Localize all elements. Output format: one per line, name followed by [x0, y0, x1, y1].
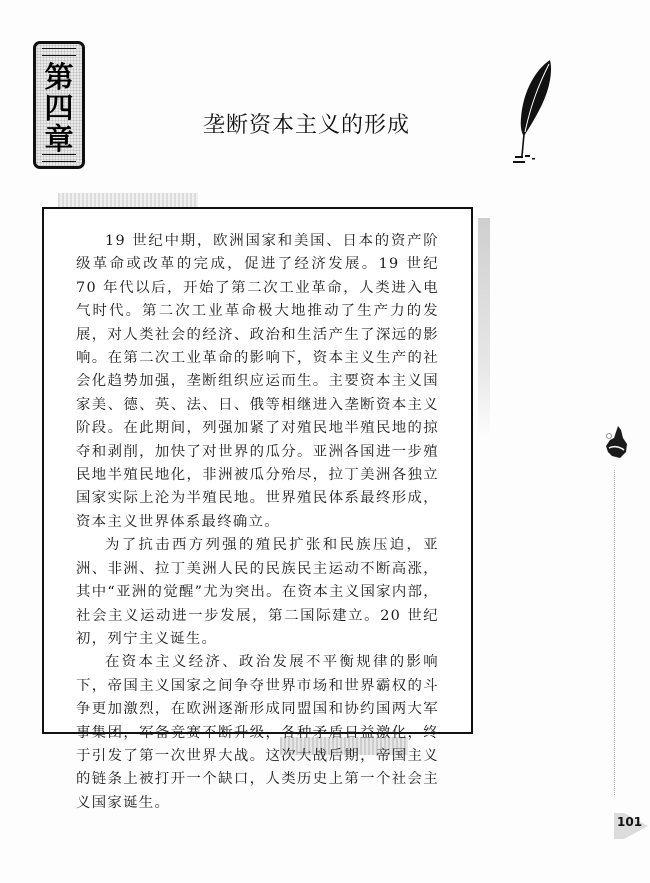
paragraph: 在资本主义经济、政治发展不平衡规律的影响下，帝国主义国家之间争夺世界市场和世界霸权的斗争更加激烈，在欧洲逐渐形成同盟国和协约国两大军事集团，军备竞赛不断升级，各种矛盾日益激化，终于引发了第一次世界大战。这次大战后期，帝国主义的链条上被打开一个缺口，人类历史上第一个社会主义国家诞生。: [76, 654, 439, 811]
margin-divider: [614, 470, 616, 795]
chapter-badge: [33, 41, 85, 169]
chapter-number: [36, 62, 82, 155]
chapter-char: 第: [44, 60, 74, 94]
box-shadow-top: [58, 193, 198, 207]
tree-emblem-icon: [600, 424, 630, 470]
page-number: 101: [617, 815, 643, 829]
box-shadow-right: [478, 218, 490, 438]
quill-pen-icon: [505, 58, 557, 168]
paragraph: 为了抗击西方列强的殖民扩张和民族压迫，亚洲、非洲、拉丁美洲人民的民族民主运动不断高涨，其中“亚洲的觉醒”尤为突出。在资本主义国家内部，社会主义运动进一步发展，第二国际建立。20 世纪初，列宁主义诞生。: [76, 537, 439, 647]
paragraph: 19 世纪中期，欧洲国家和美国、日本的资产阶级革命或改革的完成，促进了经济发展。19 世纪 70 年代以后，开始了第二次工业革命，人类进入电气时代。第二次工业革命极大地推动了生产力的发展，对人类社会的经济、政治和生活产生了深远的影响。在第二次工业革命的影响下，资本主义生产的社会化趋势加强，垄断组织应运而生。主要资本主义国家美、德、英、法、日、俄等相继进入垄断资本主义阶段。在此期间，列强加紧了对殖民地半殖民地的掠夺和剥削，加快了对世界的瓜分。亚洲各国进一步殖民地半殖民地化，非洲被瓜分殆尽，拉丁美洲各独立国家实际上沦为半殖民地。世界殖民体系最终形成，资本主义世界体系最终确立。: [76, 233, 439, 530]
chapter-char: 章: [44, 122, 74, 156]
chapter-char: 四: [44, 91, 74, 125]
page-title: 垄断资本主义的形成: [203, 113, 411, 138]
chapter-intro-box: [42, 207, 473, 811]
